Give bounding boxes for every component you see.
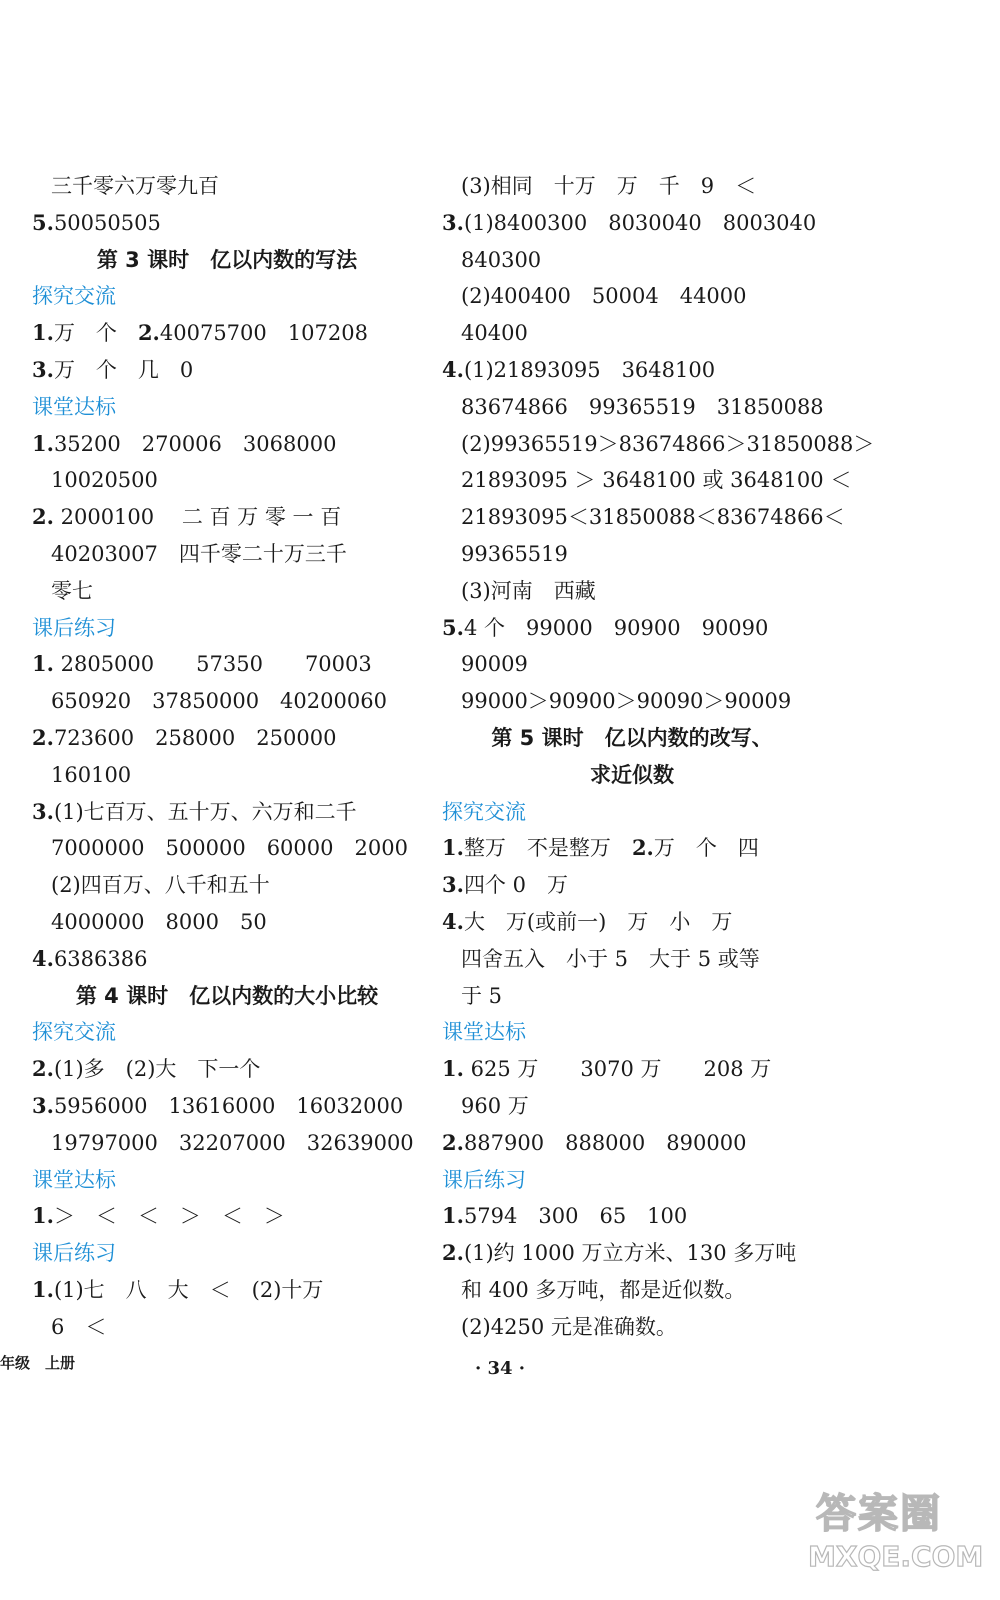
watermark-logo: 答案圈 bbox=[816, 1491, 942, 1537]
answer-text: 40400 bbox=[461, 321, 528, 346]
answer-line bbox=[32, 794, 422, 831]
answer-text: 5794 300 65 100 bbox=[463, 1204, 688, 1229]
answer-text: 10020500 bbox=[51, 468, 158, 493]
answer-text: 零七 bbox=[51, 578, 93, 603]
question-number: 3. bbox=[442, 872, 464, 898]
answer-text: 6386386 bbox=[53, 946, 148, 971]
answer-text: (1)21893095 3648100 bbox=[463, 357, 716, 382]
answer-line bbox=[442, 683, 822, 720]
answer-text: 40203007 四千零二十万三千 bbox=[51, 541, 347, 566]
section-label: 课堂达标 bbox=[32, 394, 116, 419]
answer-text: 840300 bbox=[461, 247, 542, 272]
lesson-heading: 第 3 课时 亿以内数的写法 bbox=[96, 247, 358, 272]
question-number: 1. bbox=[32, 1276, 54, 1302]
question-number: 1. bbox=[32, 320, 54, 346]
lesson-heading: 第 4 课时 亿以内数的大小比较 bbox=[75, 983, 379, 1008]
answer-line bbox=[442, 278, 822, 315]
answer-text: 960 万 bbox=[461, 1093, 529, 1118]
answer-text: ＞ ＜ ＜ ＞ ＜ ＞ bbox=[53, 1204, 285, 1229]
question-number: 4. bbox=[32, 945, 54, 971]
answer-text: 6 ＜ bbox=[51, 1314, 107, 1339]
answer-text: 三千零六万零九百 bbox=[51, 174, 219, 198]
question-number: 5. bbox=[442, 614, 464, 640]
answer-line bbox=[32, 573, 422, 610]
answer-line bbox=[32, 499, 422, 536]
section-label: 探究交流 bbox=[32, 284, 116, 309]
answer-text: 650920 37850000 40200060 bbox=[51, 689, 387, 714]
answer-line bbox=[32, 536, 422, 573]
answer-line bbox=[32, 904, 422, 941]
answer-text: 83674866 99365519 31850088 bbox=[461, 394, 824, 419]
answer-line bbox=[442, 978, 822, 1015]
answer-line bbox=[32, 426, 422, 463]
answer-text: 万 个 几 0 bbox=[53, 357, 194, 382]
question-number: 1. bbox=[442, 835, 464, 861]
question-number: 1. bbox=[32, 1203, 54, 1229]
answer-line bbox=[442, 1309, 822, 1346]
watermark bbox=[808, 1482, 988, 1592]
answer-line bbox=[32, 830, 422, 867]
answer-line bbox=[442, 1272, 822, 1309]
answer-line bbox=[442, 610, 822, 647]
answer-line bbox=[32, 1198, 422, 1235]
lesson-heading: 求近似数 bbox=[590, 762, 674, 787]
answer-text: 四个 0 万 bbox=[463, 873, 568, 898]
answer-text: 21893095 ＞ 3648100 或 3648100 ＜ bbox=[461, 468, 852, 493]
answer-line bbox=[442, 168, 822, 205]
answer-text: 四舍五入 小于 5 大于 5 或等 bbox=[461, 946, 760, 971]
answer-line bbox=[32, 1272, 422, 1309]
answer-line bbox=[32, 757, 422, 794]
section-label: 探究交流 bbox=[32, 1020, 116, 1045]
answer-text: 和 400 多万吨，都是近似数。 bbox=[461, 1277, 746, 1302]
watermark-url: MXQE.COM bbox=[808, 1540, 984, 1573]
answer-text: 整万 不是整万 bbox=[463, 836, 632, 861]
section-label: 课后练习 bbox=[32, 1241, 116, 1266]
left-column bbox=[32, 168, 422, 1346]
question-number: 4. bbox=[442, 356, 464, 382]
answer-text: 625 万 3070 万 208 万 bbox=[463, 1057, 772, 1082]
answer-text: 887900 888000 890000 bbox=[463, 1130, 747, 1155]
answer-text: 4 个 99000 90900 90090 bbox=[463, 615, 769, 640]
answer-line bbox=[442, 941, 822, 978]
answer-line bbox=[442, 536, 822, 573]
question-number: 1. bbox=[32, 430, 54, 456]
answer-text: (2)4250 元是准确数。 bbox=[461, 1314, 677, 1339]
answer-text: (2)400400 50004 44000 bbox=[461, 284, 747, 309]
answer-line bbox=[32, 646, 422, 683]
answer-line bbox=[32, 1309, 422, 1346]
answer-text: 2000100 二 百 万 零 一 百 bbox=[53, 505, 342, 530]
answer-text: (3)河南 西藏 bbox=[461, 578, 596, 603]
answer-line bbox=[32, 352, 422, 389]
question-number: 2. bbox=[32, 1056, 54, 1082]
answer-text: 万 个 bbox=[53, 321, 138, 346]
answer-line bbox=[442, 867, 822, 904]
lesson-heading: 第 5 课时 亿以内数的改写、 bbox=[491, 725, 773, 750]
answer-line bbox=[32, 720, 422, 757]
answer-line bbox=[32, 867, 422, 904]
question-number: 3. bbox=[32, 798, 54, 824]
answer-line bbox=[442, 830, 822, 867]
answer-text: 19797000 32207000 32639000 bbox=[51, 1130, 414, 1155]
question-number: 3. bbox=[442, 209, 464, 235]
answer-text: (1)8400300 8030040 8003040 bbox=[463, 210, 817, 235]
question-number: 2. bbox=[442, 1240, 464, 1266]
answer-line bbox=[442, 352, 822, 389]
section-label: 课堂达标 bbox=[442, 1020, 526, 1045]
question-number: 2. bbox=[137, 320, 160, 346]
answer-text: (2)99365519＞83674866＞31850088＞ bbox=[461, 431, 875, 456]
question-number: 4. bbox=[442, 908, 464, 934]
answer-line bbox=[32, 1125, 422, 1162]
answer-line bbox=[32, 1088, 422, 1125]
answer-line bbox=[32, 1051, 422, 1088]
answer-line bbox=[32, 168, 422, 205]
answer-text: 35200 270006 3068000 bbox=[53, 431, 337, 456]
answer-line bbox=[32, 683, 422, 720]
answer-text: 7000000 500000 60000 2000 bbox=[51, 836, 408, 861]
answer-line bbox=[32, 941, 422, 978]
question-number: 2. bbox=[631, 835, 654, 861]
answer-line bbox=[442, 315, 822, 352]
answer-line bbox=[442, 1125, 822, 1162]
answer-text: 2805000 57350 70003 bbox=[53, 652, 372, 677]
answer-text: 40075700 107208 bbox=[159, 321, 368, 346]
answer-line bbox=[442, 499, 845, 536]
question-number: 3. bbox=[32, 1092, 54, 1118]
question-number: 1. bbox=[442, 1203, 464, 1229]
answer-line bbox=[32, 462, 422, 499]
answer-text: 于 5 bbox=[461, 983, 503, 1008]
answer-line bbox=[442, 426, 875, 463]
answer-line bbox=[442, 573, 822, 610]
question-number: 2. bbox=[32, 504, 54, 530]
answer-text: 4000000 8000 50 bbox=[51, 909, 267, 934]
answer-text: (2)四百万、八千和五十 bbox=[51, 873, 270, 898]
answer-text: 90009 bbox=[461, 652, 528, 677]
answer-text: 50050505 bbox=[53, 210, 161, 235]
answer-line bbox=[32, 205, 422, 242]
answer-text: 万 个 四 bbox=[653, 836, 759, 861]
question-number: 1. bbox=[32, 651, 54, 677]
section-label: 探究交流 bbox=[442, 799, 526, 824]
answer-line bbox=[442, 646, 822, 683]
question-number: 1. bbox=[442, 1056, 464, 1082]
answer-text: 99000＞90900＞90090＞90009 bbox=[461, 689, 792, 714]
question-number: 5. bbox=[32, 209, 54, 235]
question-number: 2. bbox=[32, 724, 54, 750]
answer-line bbox=[442, 904, 822, 941]
answer-line bbox=[442, 1088, 822, 1125]
answer-text: (1)多 (2)大 下一个 bbox=[53, 1057, 261, 1082]
answer-text: 21893095＜31850088＜83674866＜ bbox=[461, 505, 845, 530]
answer-line bbox=[442, 1051, 822, 1088]
section-label: 课后练习 bbox=[32, 615, 116, 640]
question-number: 2. bbox=[442, 1129, 464, 1155]
answer-line bbox=[442, 1235, 822, 1272]
answer-text: 160100 bbox=[51, 762, 132, 787]
answer-text: 5956000 13616000 16032000 bbox=[53, 1093, 404, 1118]
answer-text: (1)约 1000 万立方米、130 多万吨 bbox=[463, 1241, 797, 1266]
answer-text: (3)相同 十万 万 千 9 ＜ bbox=[461, 174, 757, 198]
section-label: 课堂达标 bbox=[32, 1167, 116, 1192]
answer-text: 723600 258000 250000 bbox=[53, 725, 337, 750]
section-label: 课后练习 bbox=[442, 1167, 526, 1192]
answer-line bbox=[442, 1198, 822, 1235]
answer-text: (1)七 八 大 ＜ (2)十万 bbox=[53, 1277, 324, 1302]
footer-book-label: 年级 上册 bbox=[0, 1354, 76, 1372]
page-number: · 34 · bbox=[474, 1358, 526, 1379]
answer-line bbox=[32, 315, 422, 352]
answer-line bbox=[442, 242, 822, 279]
answer-line bbox=[442, 389, 822, 426]
answer-text: 大 万(或前一) 万 小 万 bbox=[463, 909, 733, 934]
answer-text: (1)七百万、五十万、六万和二千 bbox=[53, 799, 357, 824]
answer-line bbox=[442, 462, 852, 499]
answer-text: 99365519 bbox=[461, 541, 568, 566]
right-column bbox=[442, 168, 875, 1346]
answer-line bbox=[442, 205, 822, 242]
question-number: 3. bbox=[32, 356, 54, 382]
